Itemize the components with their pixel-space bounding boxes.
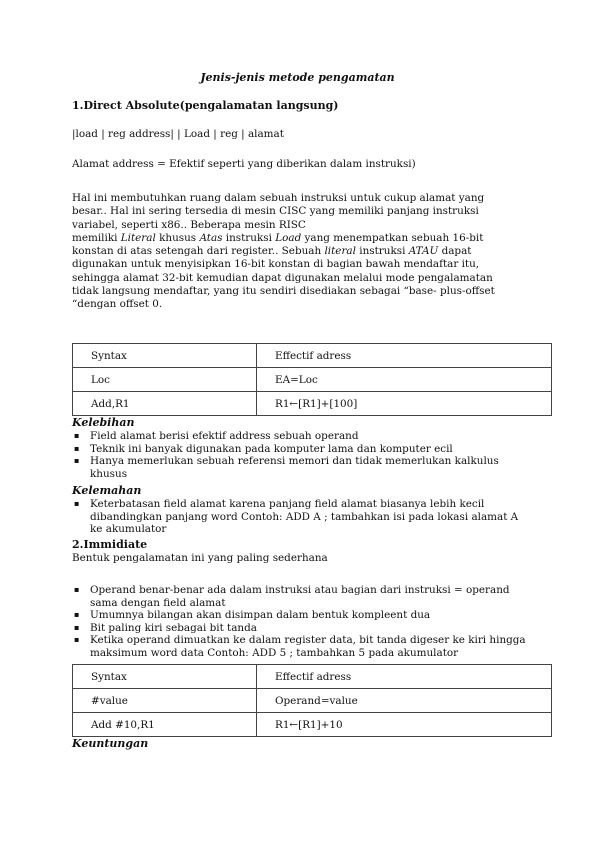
list-item: ▪ Operand benar-benar ada dalam instruksi atau bagian dari instruksi = operand sama dengan field alamat — [74, 584, 510, 609]
bullet-icon: ▪ — [74, 456, 80, 466]
table-cell: Add #10,R1 — [73, 713, 257, 737]
paragraph-line: tidak langsung mendaftar, yang itu sendiri disediakan sebagai “base- plus-offset — [72, 285, 495, 298]
immidiate-list — [72, 584, 542, 660]
paragraph-line: “dengan offset 0. — [72, 298, 163, 311]
immidiate-intro: Bentuk pengalamatan ini yang paling sederhana — [72, 552, 328, 564]
table-cell: EA=Loc — [257, 368, 552, 392]
table-row — [73, 344, 552, 368]
bullet-icon: ▪ — [74, 443, 80, 453]
section-heading-immidiate: 2.Immidiate — [72, 538, 148, 551]
paragraph-line: variabel, seperti x86.. Beberapa mesin RISC — [72, 218, 306, 231]
list-item: ▪ Hanya memerlukan sebuah referensi memori dan tidak memerlukan kalkulus khusus — [74, 455, 499, 480]
table-cell: Add,R1 — [73, 392, 257, 416]
paragraph-line: memiliki Literal khusus Atas instruksi Load yang menempatkan sebuah 16-bit — [72, 231, 484, 244]
kelebihan-list — [72, 430, 542, 480]
address-formula: Alamat address = Efektif seperti yang diberikan dalam instruksi) — [72, 158, 416, 170]
list-item: ▪ Ketika operand dimuatkan ke dalam register data, bit tanda digeser ke kiri hingga maksimum word data Contoh: ADD 5 ; tambahkan 5 pada akumulator — [74, 634, 526, 659]
table-row — [73, 392, 552, 416]
table-cell: Syntax — [73, 344, 257, 368]
table-row — [73, 689, 552, 713]
table-row — [73, 368, 552, 392]
paragraph-line: digunakan untuk menyisipkan 16-bit konstan di bagian bawah mendaftar itu, — [72, 258, 480, 271]
bullet-icon: ▪ — [74, 431, 80, 440]
table-cell: Operand=value — [257, 689, 552, 713]
table-cell: Loc — [73, 368, 257, 392]
immidiate-table — [72, 664, 552, 737]
table-row — [73, 665, 552, 689]
bullet-icon: ▪ — [74, 499, 80, 508]
kelemahan-heading: Kelemahan — [72, 484, 142, 497]
list-item: ▪ Teknik ini banyak digunakan pada komputer lama dan komputer ecil — [74, 442, 453, 455]
table-row — [73, 713, 552, 737]
kelebihan-heading: Kelebihan — [72, 416, 135, 429]
bullet-icon: ▪ — [74, 610, 80, 620]
paragraph-line: konstan di atas setengah dari register.. Sebuah literal instruksi ATAU dapat — [72, 245, 472, 258]
bullet-icon: ▪ — [74, 585, 80, 594]
instruction-format: |load | reg address| | Load | reg | alamat — [72, 128, 284, 140]
kelemahan-list — [72, 498, 542, 536]
table-cell: R1←[R1]+[100] — [257, 392, 552, 416]
paragraph-line: sehingga alamat 32-bit kemudian dapat digunakan melalui mode pengalamatan — [72, 271, 493, 284]
direct-absolute-table — [72, 343, 552, 416]
table-cell: R1←[R1]+10 — [257, 713, 552, 737]
table-cell: Syntax — [73, 665, 257, 689]
section-heading-direct-absolute: 1.Direct Absolute(pengalamatan langsung) — [72, 99, 339, 112]
list-item: ▪ Umumnya bilangan akan disimpan dalam bentuk kompleent dua — [74, 609, 431, 622]
list-item: ▪ Field alamat berisi efektif address sebuah operand — [74, 430, 359, 442]
table-cell: Effectif adress — [257, 344, 552, 368]
description-paragraph — [72, 192, 527, 312]
list-item: ▪ Keterbatasan field alamat karena panjang field alamat biasanya lebih kecil dibandingkan panjang word Contoh: ADD A ; tambahkan isi pada lokasi alamat A ke akumulator — [74, 498, 519, 536]
table-cell: Effectif adress — [257, 665, 552, 689]
paragraph-line: besar.. Hal ini sering tersedia di mesin CISC yang memiliki panjang instruksi — [72, 205, 479, 218]
table-cell: #value — [73, 689, 257, 713]
page-title: Jenis-jenis metode pengamatan — [200, 71, 395, 84]
paragraph-line: Hal ini membutuhkan ruang dalam sebuah instruksi untuk cukup alamat yang — [72, 192, 485, 204]
keuntungan-heading: Keuntungan — [72, 737, 149, 750]
bullet-icon: ▪ — [74, 622, 80, 632]
list-item: ▪ Bit paling kiri sebagai bit tanda — [74, 621, 257, 634]
bullet-icon: ▪ — [74, 635, 80, 645]
